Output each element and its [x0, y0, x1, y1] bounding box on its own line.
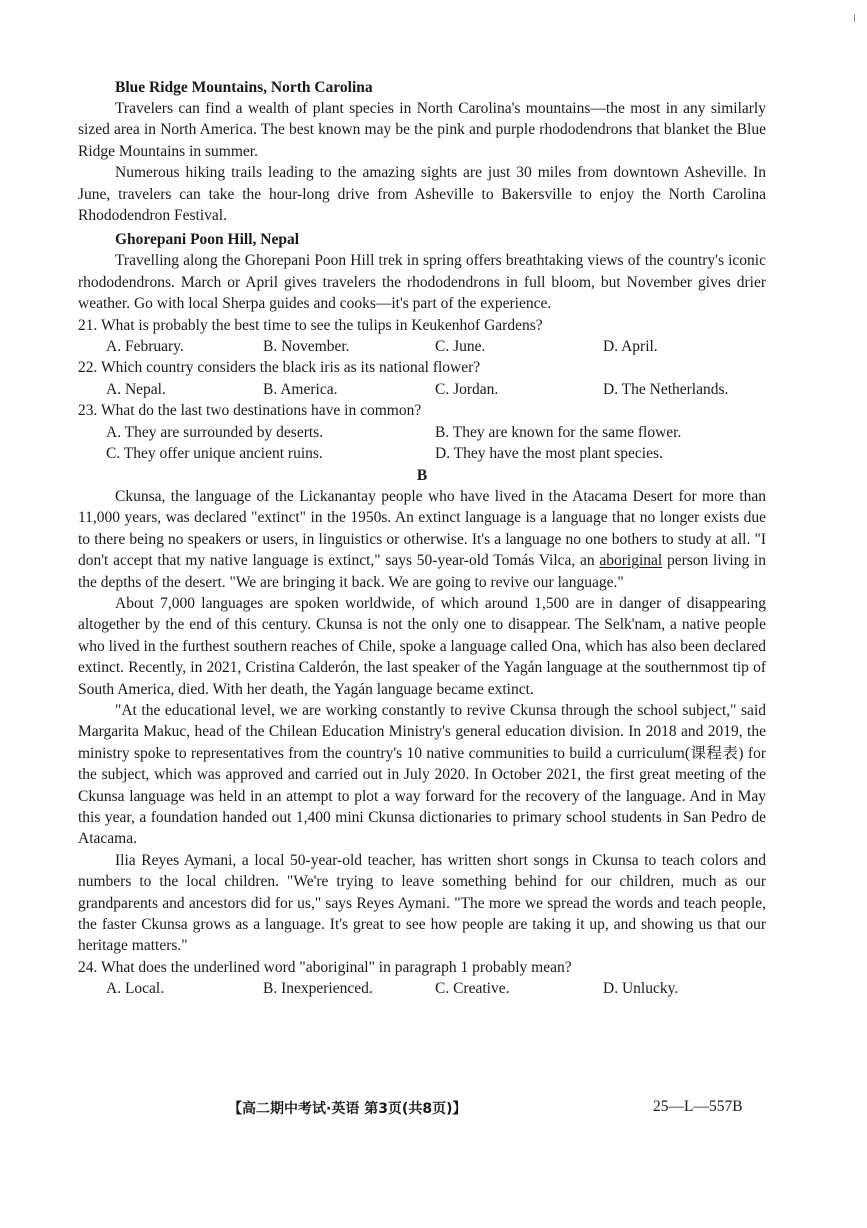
question-24: 24. What does the underlined word "aboriginal" in paragraph 1 probably mean?	[78, 958, 572, 976]
question-23-options-row2	[78, 443, 766, 464]
option: A. They are surrounded by deserts.	[106, 423, 324, 441]
section-label-b: B	[416, 466, 428, 484]
paragraph: Ilia Reyes Aymani, a local 50-year-old teacher, has written short songs in Ckunsa to teach colors and numbers to the local children. "We're trying to leave something behind for our children, much as our grandparents and ancestors did for us," says Reyes Aymani. "The more we spread the words and teach people, the faster Ckunsa grows as a language. It's great to see how people are taking it up, and showing us that our heritage matters."	[78, 851, 766, 955]
option: D. They have the most plant species.	[435, 445, 663, 463]
question-23-options-row1	[78, 422, 766, 443]
footer-title: 【高二期中考试·英语 第3页(共8页)】	[228, 1101, 467, 1117]
question-21-options	[78, 336, 766, 357]
page-corner-mark	[854, 14, 859, 22]
footer-code: 25—L—557B	[653, 1098, 743, 1115]
paragraph-text: Ckunsa, the language of the Lickanantay people who have lived in the Atacama Desert for more than 11,000 years, was declared "extinct" in the 1950s. An extinct language is a language that no longer exists due to there being no speakers or users, in linguistics or otherwise. It's a language no one bothers to study at all. "I don't accept that my native language is extinct," says 50-year-old Tomás Vilca, an	[78, 487, 766, 570]
option: C. Creative.	[435, 980, 510, 998]
option: D. April.	[603, 338, 658, 356]
option: D. The Netherlands.	[603, 380, 729, 398]
option: A. Nepal.	[106, 380, 166, 398]
option: B. America.	[263, 380, 338, 398]
option: C. June.	[435, 338, 486, 356]
paragraph: "At the educational level, we are working constantly to revive Ckunsa through the school subject," said Margarita Makuc, head of the Chilean Education Ministry's general education division. In 2018 and 2019, the ministry spoke to representatives from the country's 10 native communities to build a curriculum(课程表) for the subject, which was approved and carried out in July 2020. In October 2021, the first great meeting of the Ckunsa language was held in an attempt to plot a way forward for the recovery of the language. And in May this year, a foundation handed out 1,400 mini Ckunsa dictionaries to primary school students in San Pedro de Atacama.	[78, 701, 766, 848]
paragraph: Numerous hiking trails leading to the amazing sights are just 30 miles from downtown Asheville. In June, travelers can take the hour-long drive from Asheville to Bakersville to enjoy the North Carolina Rhododendron Festival.	[78, 164, 766, 225]
paragraph: Travelling along the Ghorepani Poon Hill trek in spring offers breathtaking views of the country's iconic rhododendrons. March or April gives travelers the rhododendrons in full bloom, but November gives drier weather. Go with local Sherpa guides and cooks—it's part of the experience.	[78, 252, 766, 313]
question-24-options	[78, 978, 766, 999]
option: B. They are known for the same flower.	[435, 423, 682, 441]
question-22: 22. Which country considers the black iris as its national flower?	[78, 359, 481, 377]
underlined-word: aboriginal	[599, 552, 663, 570]
exam-page	[78, 74, 766, 1000]
option: B. Inexperienced.	[263, 980, 373, 998]
question-21: 21. What is probably the best time to see the tulips in Keukenhof Gardens?	[78, 316, 543, 334]
paragraph-text: person living in the depths of the desert. "We are bringing it back. We are going to revive our language."	[78, 552, 766, 591]
option: C. They offer unique ancient ruins.	[106, 445, 323, 463]
option: D. Unlucky.	[603, 980, 679, 998]
page-footer	[0, 1098, 867, 1122]
question-23: 23. What do the last two destinations have in common?	[78, 402, 422, 420]
paragraph: Travelers can find a wealth of plant species in North Carolina's mountains—the most in any similarly sized area in North America. The best known may be the pink and purple rhododendrons that blanket the Blue Ridge Mountains in summer.	[78, 100, 766, 160]
option: C. Jordan.	[435, 380, 499, 398]
option: A. February.	[106, 338, 184, 356]
destination-heading-blue-ridge: Blue Ridge Mountains, North Carolina	[115, 79, 373, 96]
option: B. November.	[263, 338, 350, 356]
paragraph	[78, 486, 766, 593]
question-22-options	[78, 379, 766, 400]
paragraph: About 7,000 languages are spoken worldwide, of which around 1,500 are in danger of disappearing altogether by the end of this century. Ckunsa is not the only one to disappear. The Selk'nam, a native people who lived in the furthest southern reaches of Chile, spoke a language called Ona, which has also been declared extinct. Recently, in 2021, Cristina Calderón, the last speaker of the Yagán language at the southernmost tip of South America, died. With her death, the Yagán language became extinct.	[78, 594, 766, 698]
option: A. Local.	[106, 980, 165, 998]
destination-heading-ghorepani: Ghorepani Poon Hill, Nepal	[115, 231, 300, 249]
